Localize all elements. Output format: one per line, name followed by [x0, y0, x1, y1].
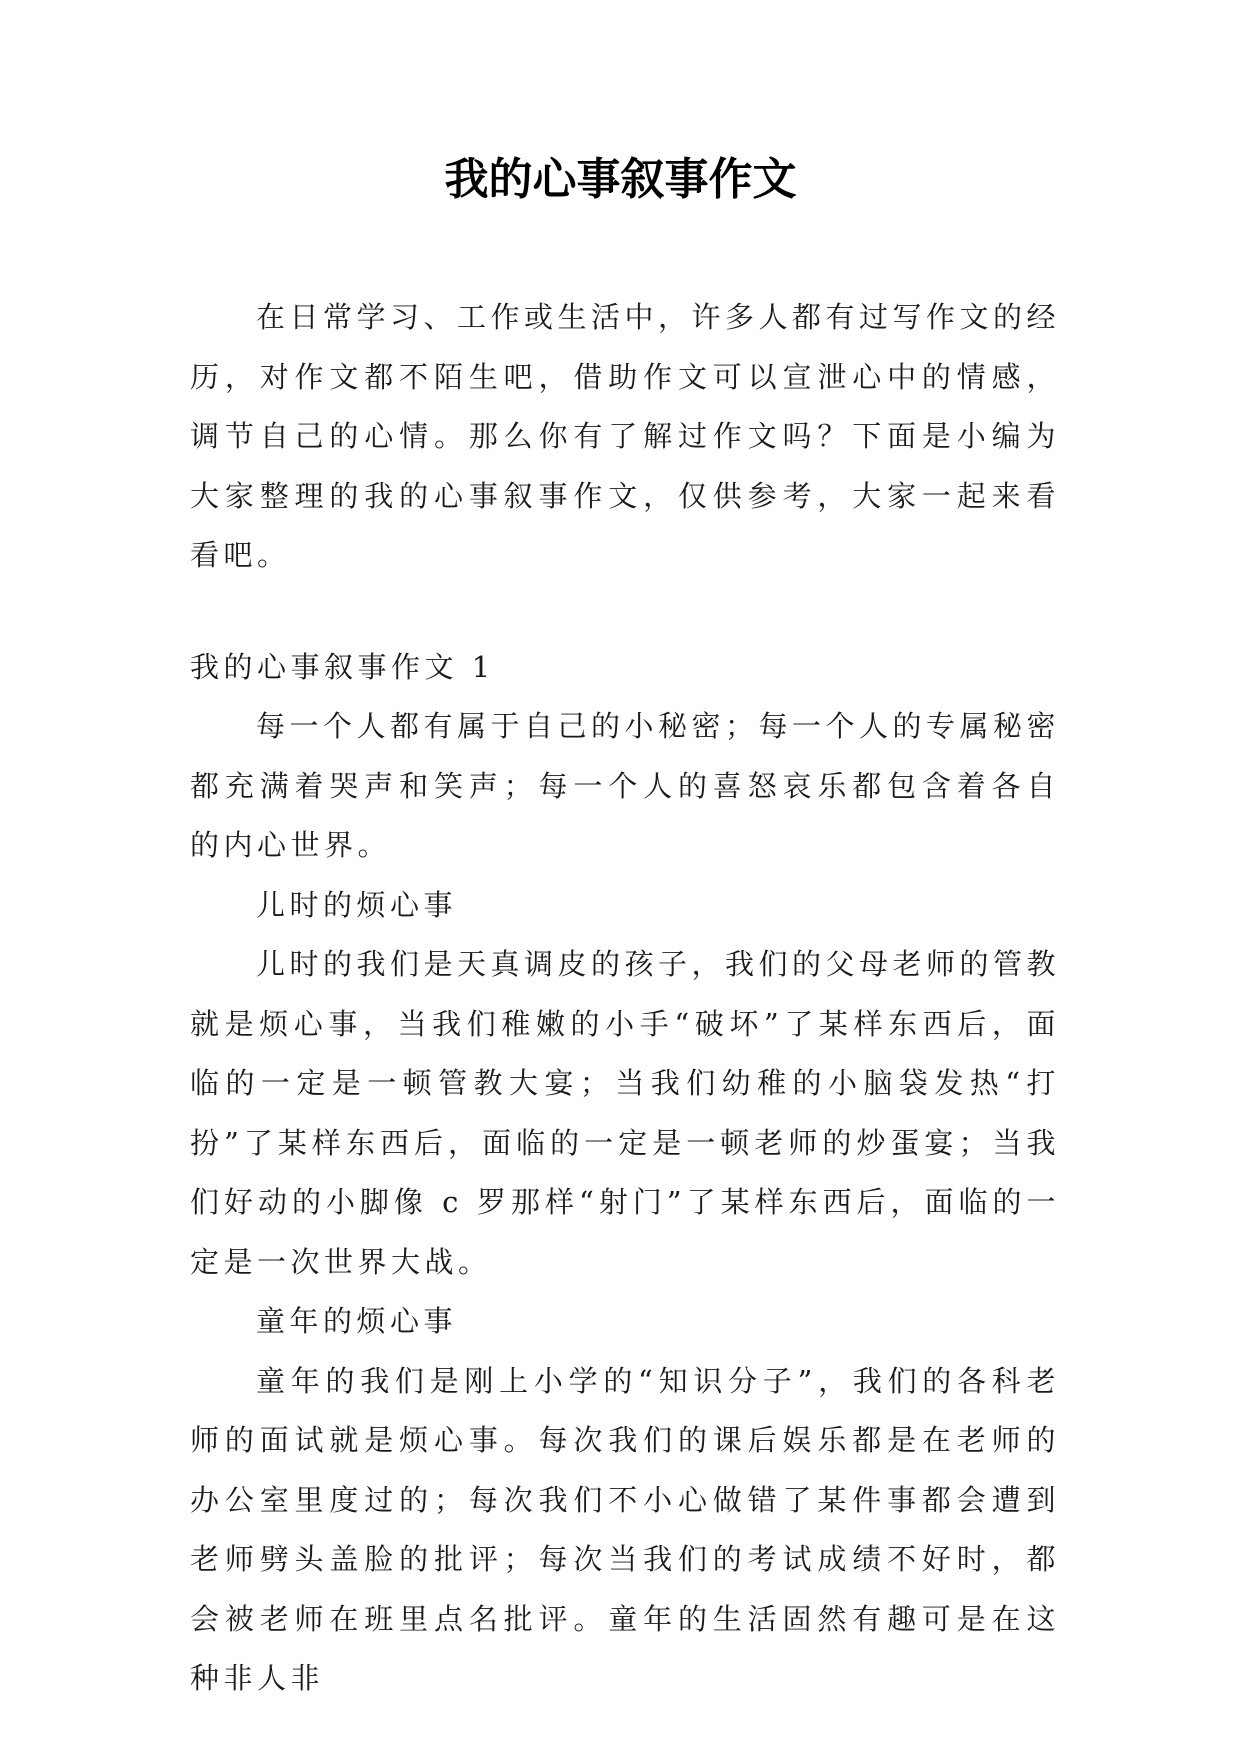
subheading-childhood-years-worries: 童年的烦心事 [256, 1304, 458, 1338]
body-paragraph: 儿时的我们是天真调皮的孩子，我们的父母老师的管教就是烦心事，当我们稚嫩的小手“破坏”了某样东西后，面临的一定是一顿管教大宴；当我们幼稚的小脑袋发热“打扮”了某样东西后，面临的一定是一顿老师的炒蛋宴；当我们好动的小脚像 c 罗那样“射门”了某样东西后，面临的一定是一次世界大战。 [190, 947, 1061, 1279]
document-body [190, 288, 1060, 1709]
intro-paragraph: 在日常学习、工作或生活中，许多人都有过写作文的经历，对作文都不陌生吧，借助作文可以宣泄心中的情感，调节自己的心情。那么你有了解过作文吗？下面是小编为大家整理的我的心事叙事作文，仅供参考，大家一起来看看吧。 [190, 300, 1061, 572]
subheading-childhood-worries: 儿时的烦心事 [256, 887, 458, 922]
section-heading: 我的心事叙事作文 1 [190, 649, 495, 684]
page-title: 我的心事叙事作文 [444, 154, 797, 205]
body-paragraph: 童年的我们是刚上小学的“知识分子”，我们的各科老师的面试就是烦心事。每次我们的课后娱乐都是在老师的办公室里度过的；每次我们不小心做错了某件事都会遭到老师劈头盖脸的批评；每次当我们的考试成绩不好时，都会被老师在班里点名批评。童年的生活固然有趣可是在这种非人非 [190, 1363, 1060, 1695]
body-paragraph: 每一个人都有属于自己的小秘密；每一个人的专属秘密都充满着哭声和笑声；每一个人的喜怒哀乐都包含着各自的内心世界。 [190, 709, 1061, 862]
